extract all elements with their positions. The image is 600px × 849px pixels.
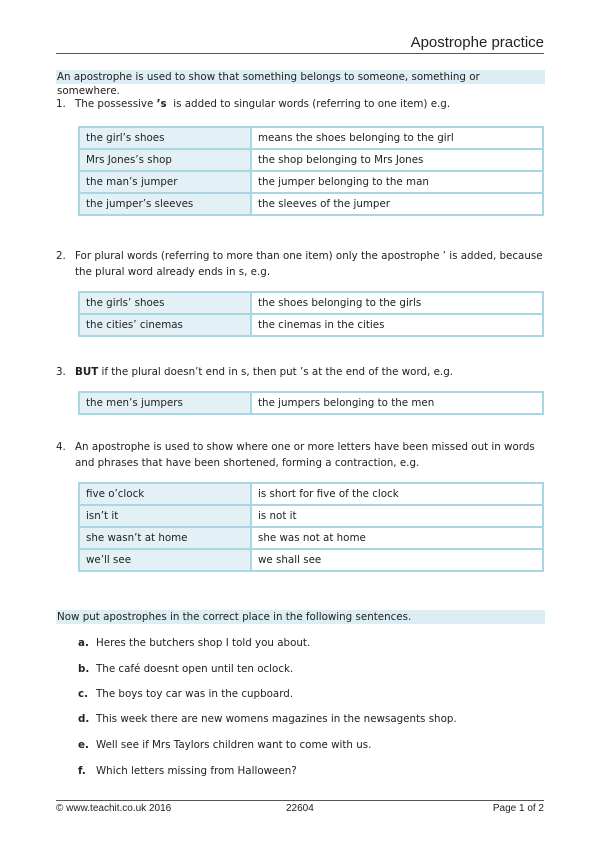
meaning-cell: the jumpers belonging to the men <box>251 392 543 414</box>
footer-page-number: Page 1 of 2 <box>492 803 544 814</box>
table-row <box>79 292 543 314</box>
item-letter: c. <box>78 688 89 700</box>
item-sentence: This week there are new womens magazines in the newsagents shop. <box>96 713 457 725</box>
example-cell: five o’clock <box>79 483 251 505</box>
meaning-cell: the cinemas in the cities <box>251 314 543 336</box>
exercise-item <box>78 661 293 677</box>
example-cell: she wasn’t at home <box>79 527 251 549</box>
table-row <box>79 193 543 215</box>
table-row <box>79 527 543 549</box>
exercise-item <box>78 635 310 651</box>
exercise-item <box>78 711 457 727</box>
example-cell: the jumper’s sleeves <box>79 193 251 215</box>
example-cell: the girls’ shoes <box>79 292 251 314</box>
table-row <box>79 149 543 171</box>
meaning-cell: is short for five of the clock <box>251 483 543 505</box>
header-rule <box>56 53 544 54</box>
footer-code: 22604 <box>286 803 314 814</box>
page-title: Apostrophe practice <box>410 34 544 51</box>
table-row <box>79 549 543 571</box>
table-irregular-plural <box>78 391 544 415</box>
item-letter: f. <box>78 765 86 777</box>
exercise-item <box>78 763 297 779</box>
meaning-cell: the sleeves of the jumper <box>251 193 543 215</box>
example-cell: the cities’ cinemas <box>79 314 251 336</box>
item-sentence: The boys toy car was in the cupboard. <box>96 688 294 700</box>
example-cell: the men’s jumpers <box>79 392 251 414</box>
table-row <box>79 505 543 527</box>
exercise-instruction: Now put apostrophes in the correct place in the following sentences. <box>56 610 545 624</box>
example-cell: isn’t it <box>79 505 251 527</box>
section-3: 3. BUT if the plural doesn’t end in s, then put ’s at the end of the word, e.g. <box>56 366 454 378</box>
example-cell: the girl’s shoes <box>79 127 251 149</box>
table-row <box>79 483 543 505</box>
item-sentence: Heres the butchers shop I told you about. <box>96 637 311 649</box>
exercise-item <box>78 686 293 702</box>
meaning-cell: the shoes belonging to the girls <box>251 292 543 314</box>
table-row <box>79 171 543 193</box>
item-letter: e. <box>78 739 89 751</box>
section-4: 4. An apostrophe is used to show where one or more letters have been missed out in words and phrases that have been shortened, forming a contraction, e.g. <box>56 441 535 469</box>
meaning-cell: is not it <box>251 505 543 527</box>
table-singular-possessive <box>78 126 544 216</box>
example-cell: Mrs Jones’s shop <box>79 149 251 171</box>
meaning-cell: we shall see <box>251 549 543 571</box>
item-sentence: The café doesnt open until ten oclock. <box>96 663 294 675</box>
table-contractions <box>78 482 544 572</box>
exercise-item <box>78 737 371 753</box>
table-plural-possessive <box>78 291 544 337</box>
item-sentence: Which letters missing from Halloween? <box>96 765 297 777</box>
table-row <box>79 392 543 414</box>
footer-copyright: © www.teachit.co.uk 2016 <box>56 803 172 814</box>
meaning-cell: means the shoes belonging to the girl <box>251 127 543 149</box>
table-row <box>79 127 543 149</box>
meaning-cell: she was not at home <box>251 527 543 549</box>
item-letter: d. <box>78 713 90 725</box>
example-cell: the man’s jumper <box>79 171 251 193</box>
meaning-cell: the jumper belonging to the man <box>251 171 543 193</box>
table-row <box>79 314 543 336</box>
item-sentence: Well see if Mrs Taylors children want to come with us. <box>96 739 372 751</box>
section-2: 2. For plural words (referring to more than one item) only the apostrophe ’ is added, because the plural word already ends in s, e.g. <box>56 250 543 278</box>
section-1: 1. The possessive ’s is added to singular words (referring to one item) e.g. <box>56 98 451 110</box>
item-letter: a. <box>78 637 89 649</box>
intro-banner: An apostrophe is used to show that something belongs to someone, something or somewhere. <box>56 70 545 84</box>
meaning-cell: the shop belonging to Mrs Jones <box>251 149 543 171</box>
footer-rule <box>56 800 544 801</box>
example-cell: we’ll see <box>79 549 251 571</box>
item-letter: b. <box>78 663 90 675</box>
